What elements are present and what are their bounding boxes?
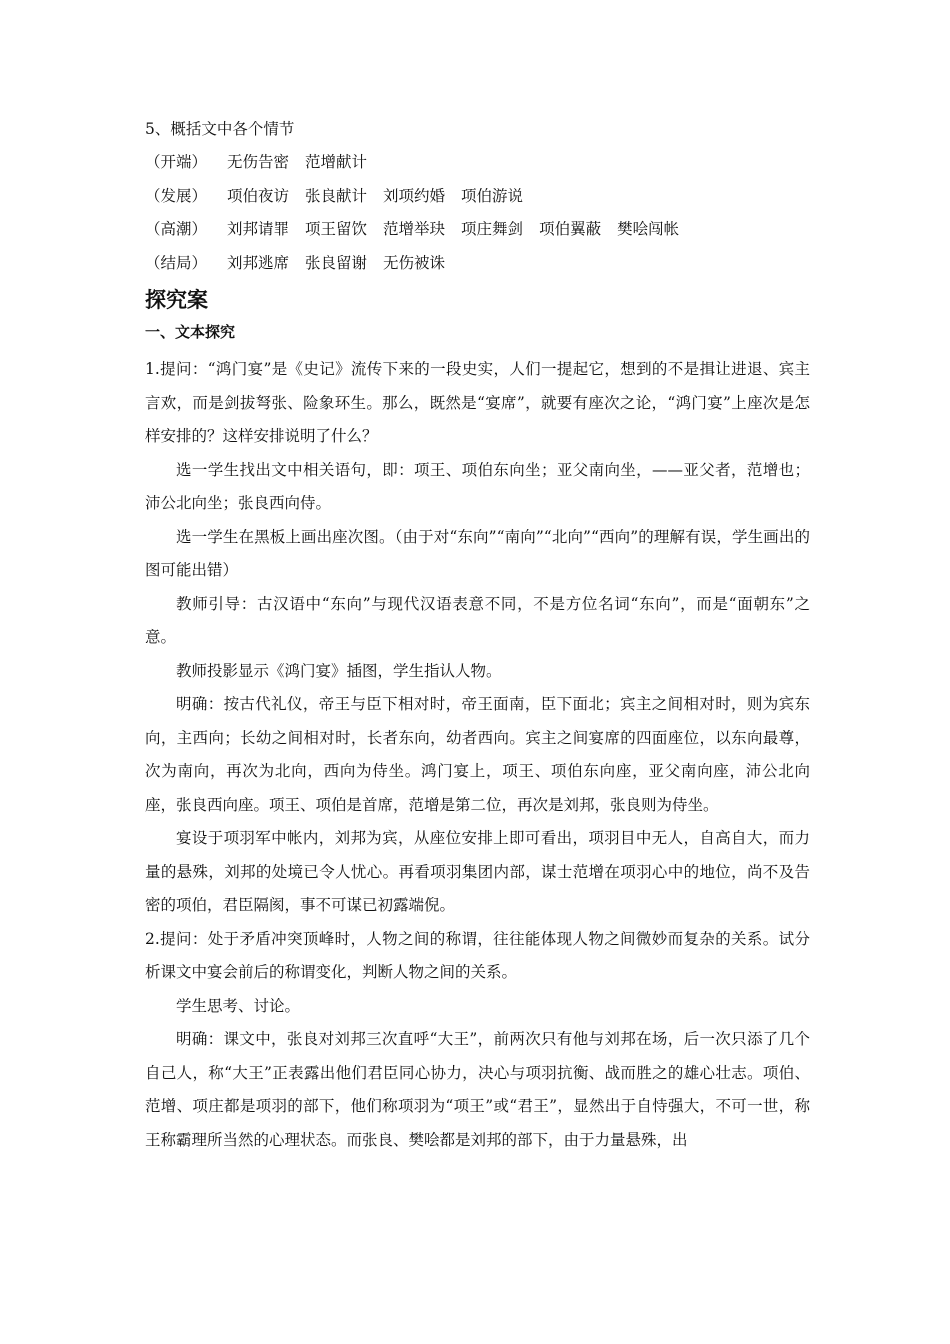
plot-event: 范增举玦 (383, 220, 446, 238)
body-paragraph: 宴设于项羽军中帐内，刘邦为宾，从座位安排上即可看出，项羽目中无人，自高自大，而力量的悬殊，刘邦的处境已令人忧心。再看项羽集团内部，谋士范增在项羽心中的地位，尚不及告密的项伯，君臣隔阂，事不可谋已初露端倪。 (145, 829, 810, 914)
plot-event: 樊哙闯帐 (617, 220, 680, 238)
plot-event: 项王留饮 (305, 220, 368, 238)
body-paragraph: 学生思考、讨论。 (176, 996, 301, 1015)
question-1-paragraph: 1.提问：“鸿门宴”是《史记》流传下来的一段史实，人们一提起它，想到的不是揖让进退、宾主言欢，而是剑拔弩张、险象环生。那么，既然是“宴席”，就要有座次之论，“鸿门宴”上座次是怎样安排的？这样安排说明了什么？ (145, 360, 810, 445)
plot-event: 刘项约婚 (383, 186, 446, 205)
body-paragraph: 教师引导：古汉语中“东向”与现代汉语表意不同，不是方位名词“东向”，而是“面朝东”之意。 (145, 594, 810, 646)
plot-stage: （发展） (145, 186, 208, 205)
plot-event: 刘邦请罪 (227, 220, 290, 238)
plot-stage: （结局） (145, 253, 208, 272)
plot-event: 无伤告密 (227, 153, 290, 171)
plot-row-development (145, 185, 810, 207)
body-paragraph: 选一学生在黑板上画出座次图。（由于对“东向”“南向”“北向”“西向”的理解有误，学生画出的图可能出错） (145, 527, 810, 579)
plot-event: 项伯翼蔽 (539, 220, 602, 238)
section-title: 探究案 (145, 288, 208, 312)
document-page (145, 118, 810, 1157)
plot-event: 项伯夜访 (227, 186, 290, 205)
plot-row-opening (145, 151, 810, 173)
plot-event: 张良留谢 (305, 253, 368, 272)
body-paragraph: 明确：课文中，张良对刘邦三次直呼“大王”，前两次只有他与刘邦在场，后一次只添了几个自己人，称“大王”正表露出他们君臣同心协力，决心与项羽抗衡、战而胜之的雄心壮志。项伯、范增、项庄都是项羽的部下，他们称项羽为“项王”或“君王”，显然出于自恃强大，不可一世，称王称霸理所当然的心理状态。而张良、樊哙都是刘邦的部下，由于力量悬殊，出 (145, 1030, 810, 1149)
plot-stage: （开端） (145, 153, 208, 171)
plot-event: 无伤被诛 (383, 253, 446, 272)
plot-event: 项庄舞剑 (461, 220, 524, 238)
plot-event: 张良献计 (305, 186, 368, 205)
body-paragraph: 教师投影显示《鸿门宴》插图，学生指认人物。 (176, 661, 502, 680)
subsection-title: 一、文本探究 (145, 323, 236, 341)
question-5-title: 5、概括文中各个情节 (145, 120, 295, 138)
plot-row-climax (145, 218, 810, 240)
body-paragraph: 选一学生找出文中相关语句，即：项王、项伯东向坐；亚父南向坐，——亚父者，范增也；沛公北向坐；张良西向侍。 (145, 460, 810, 512)
plot-event: 范增献计 (305, 153, 368, 171)
plot-event: 刘邦逃席 (227, 253, 290, 272)
plot-summary (145, 151, 810, 274)
plot-stage: （高潮） (145, 220, 208, 238)
question-2-paragraph: 2.提问：处于矛盾冲突顶峰时，人物之间的称谓，往往能体现人物之间微妙而复杂的关系。试分析课文中宴会前后的称谓变化，判断人物之间的关系。 (145, 929, 810, 981)
plot-event: 项伯游说 (461, 186, 524, 205)
plot-row-ending (145, 252, 810, 274)
body-paragraph: 明确：按古代礼仪，帝王与臣下相对时，帝王面南，臣下面北；宾主之间相对时，则为宾东向，主西向；长幼之间相对时，长者东向，幼者西向。宾主之间宴席的四面座位，以东向最尊，次为南向，再次为北向，西向为侍坐。鸿门宴上，项王、项伯东向座，亚父南向座，沛公北向座，张良西向座。项王、项伯是首席，范增是第二位，再次是刘邦，张良则为侍坐。 (145, 695, 810, 814)
